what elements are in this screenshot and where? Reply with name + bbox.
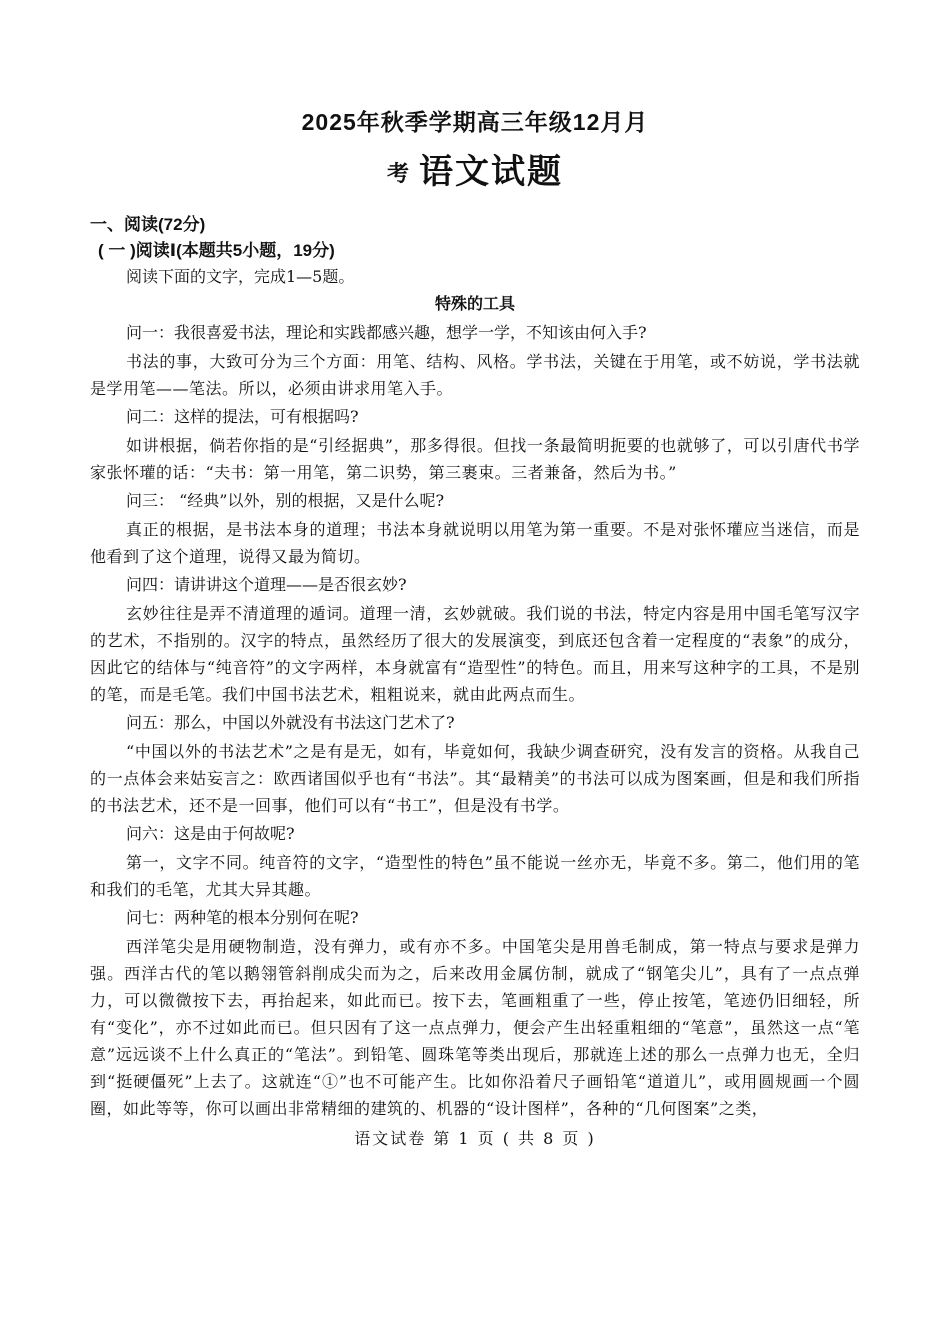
- page-footer: 语文试卷 第 1 页 ( 共 8 页 ): [354, 1129, 596, 1148]
- section-heading: 一、阅读(72分): [90, 215, 206, 234]
- reading-instruction: 阅读下面的文字，完成1—5题。: [126, 267, 355, 286]
- exam-subject-title: 语文试题: [419, 153, 563, 191]
- exam-title-line1: 2025年秋季学期高三年级12月月: [301, 109, 649, 135]
- answer-paragraph: 西洋笔尖是用硬物制造，没有弹力，或有亦不多。中国笔尖是用兽毛制成，第一特点与要求是弹力强。西洋古代的笔以鹅翎管斜削成尖而为之，后来改用金属仿制，就成了“钢笔尖儿”，具有了一点点弹力，可以微微按下去，再抬起来，如此而已。按下去，笔画粗重了一些，停止按笔，笔迹仍旧细轻，所有“变化”，亦不过如此而已。但只因有了这一点点弹力，便会产生出轻重粗细的“笔意”，虽然这一点“笔意”远远谈不上什么真正的“笔法”。到铅笔、圆珠笔等类出现后，那就连上述的那么一点弹力也无，全归到“挺硬僵死”上去了。这就连“①”也不可能产生。比如你沿着尺子画铅笔“道道儿”，或用圆规画一个圆圈，如此等等，你可以画出非常精细的建筑的、机器的“设计图样”，各种的“几何图案”之类，: [90, 937, 860, 1118]
- exam-title-line2: [0, 144, 950, 193]
- section-subheading: ( 一 )阅读Ⅰ(本题共5小题，19分): [98, 241, 335, 260]
- answer-paragraph: 玄妙往往是弄不清道理的遁词。道理一清，玄妙就破。我们说的书法，特定内容是用中国毛笔写汉字的艺术，不指别的。汉字的特点，虽然经历了很大的发展演变，到底还包含着一定程度的“表象”的成分，因此它的结体与“纯音符”的文字两样，本身就富有“造型性”的特色。而且，用来写这种字的工具，不是别的笔，而是毛笔。我们中国书法艺术，粗粗说来，就由此两点而生。: [90, 604, 860, 704]
- question-paragraph: 问三： “经典”以外，别的根据，又是什么呢?: [126, 491, 445, 510]
- answer-paragraph: 第一，文字不同。纯音符的文字，“造型性的特色”虽不能说一丝亦无，毕竟不多。第二，他们用的笔和我们的毛笔，尤其大异其趣。: [90, 853, 860, 899]
- question-paragraph: 问七：两种笔的根本分别何在呢?: [126, 908, 359, 927]
- question-paragraph: 问二：这样的提法，可有根据吗?: [126, 407, 359, 426]
- question-paragraph: 问四：请讲讲这个道理——是否很玄妙?: [126, 575, 407, 594]
- answer-paragraph: “中国以外的书法艺术”之是有是无，如有，毕竟如何，我缺少调查研究，没有发言的资格。从我自己的一点体会来姑妄言之：欧西诸国似乎也有“书法”。其“最精美”的书法可以成为图案画，但是和我们所指的书法艺术，还不是一回事，他们可以有“书工”，但是没有书学。: [90, 742, 860, 815]
- question-paragraph: 问五：那么，中国以外就没有书法这门艺术了?: [126, 713, 455, 732]
- question-paragraph: 问六：这是由于何故呢?: [126, 824, 295, 843]
- answer-paragraph: 如讲根据，倘若你指的是“引经据典”，那多得很。但找一条最简明扼要的也就够了，可以引唐代书学家张怀瓘的话：“夫书：第一用笔，第二识势，第三裹束。三者兼备，然后为书。”: [90, 436, 860, 482]
- question-paragraph: 问一：我很喜爱书法，理论和实践都感兴趣，想学一学，不知该由何入手?: [126, 323, 647, 342]
- article-title: 特殊的工具: [434, 296, 515, 313]
- answer-paragraph: 书法的事，大致可分为三个方面：用笔、结构、风格。学书法，关键在于用笔，或不妨说，学书法就是学用笔——笔法。所以，必须由讲求用笔入手。: [90, 352, 860, 398]
- exam-content: [90, 212, 860, 1124]
- exam-title-line2-small: 考: [386, 161, 409, 186]
- answer-paragraph: 真正的根据，是书法本身的道理；书法本身就说明以用笔为第一重要。不是对张怀瓘应当迷信，而是他看到了这个道理，说得又最为简切。: [90, 520, 860, 566]
